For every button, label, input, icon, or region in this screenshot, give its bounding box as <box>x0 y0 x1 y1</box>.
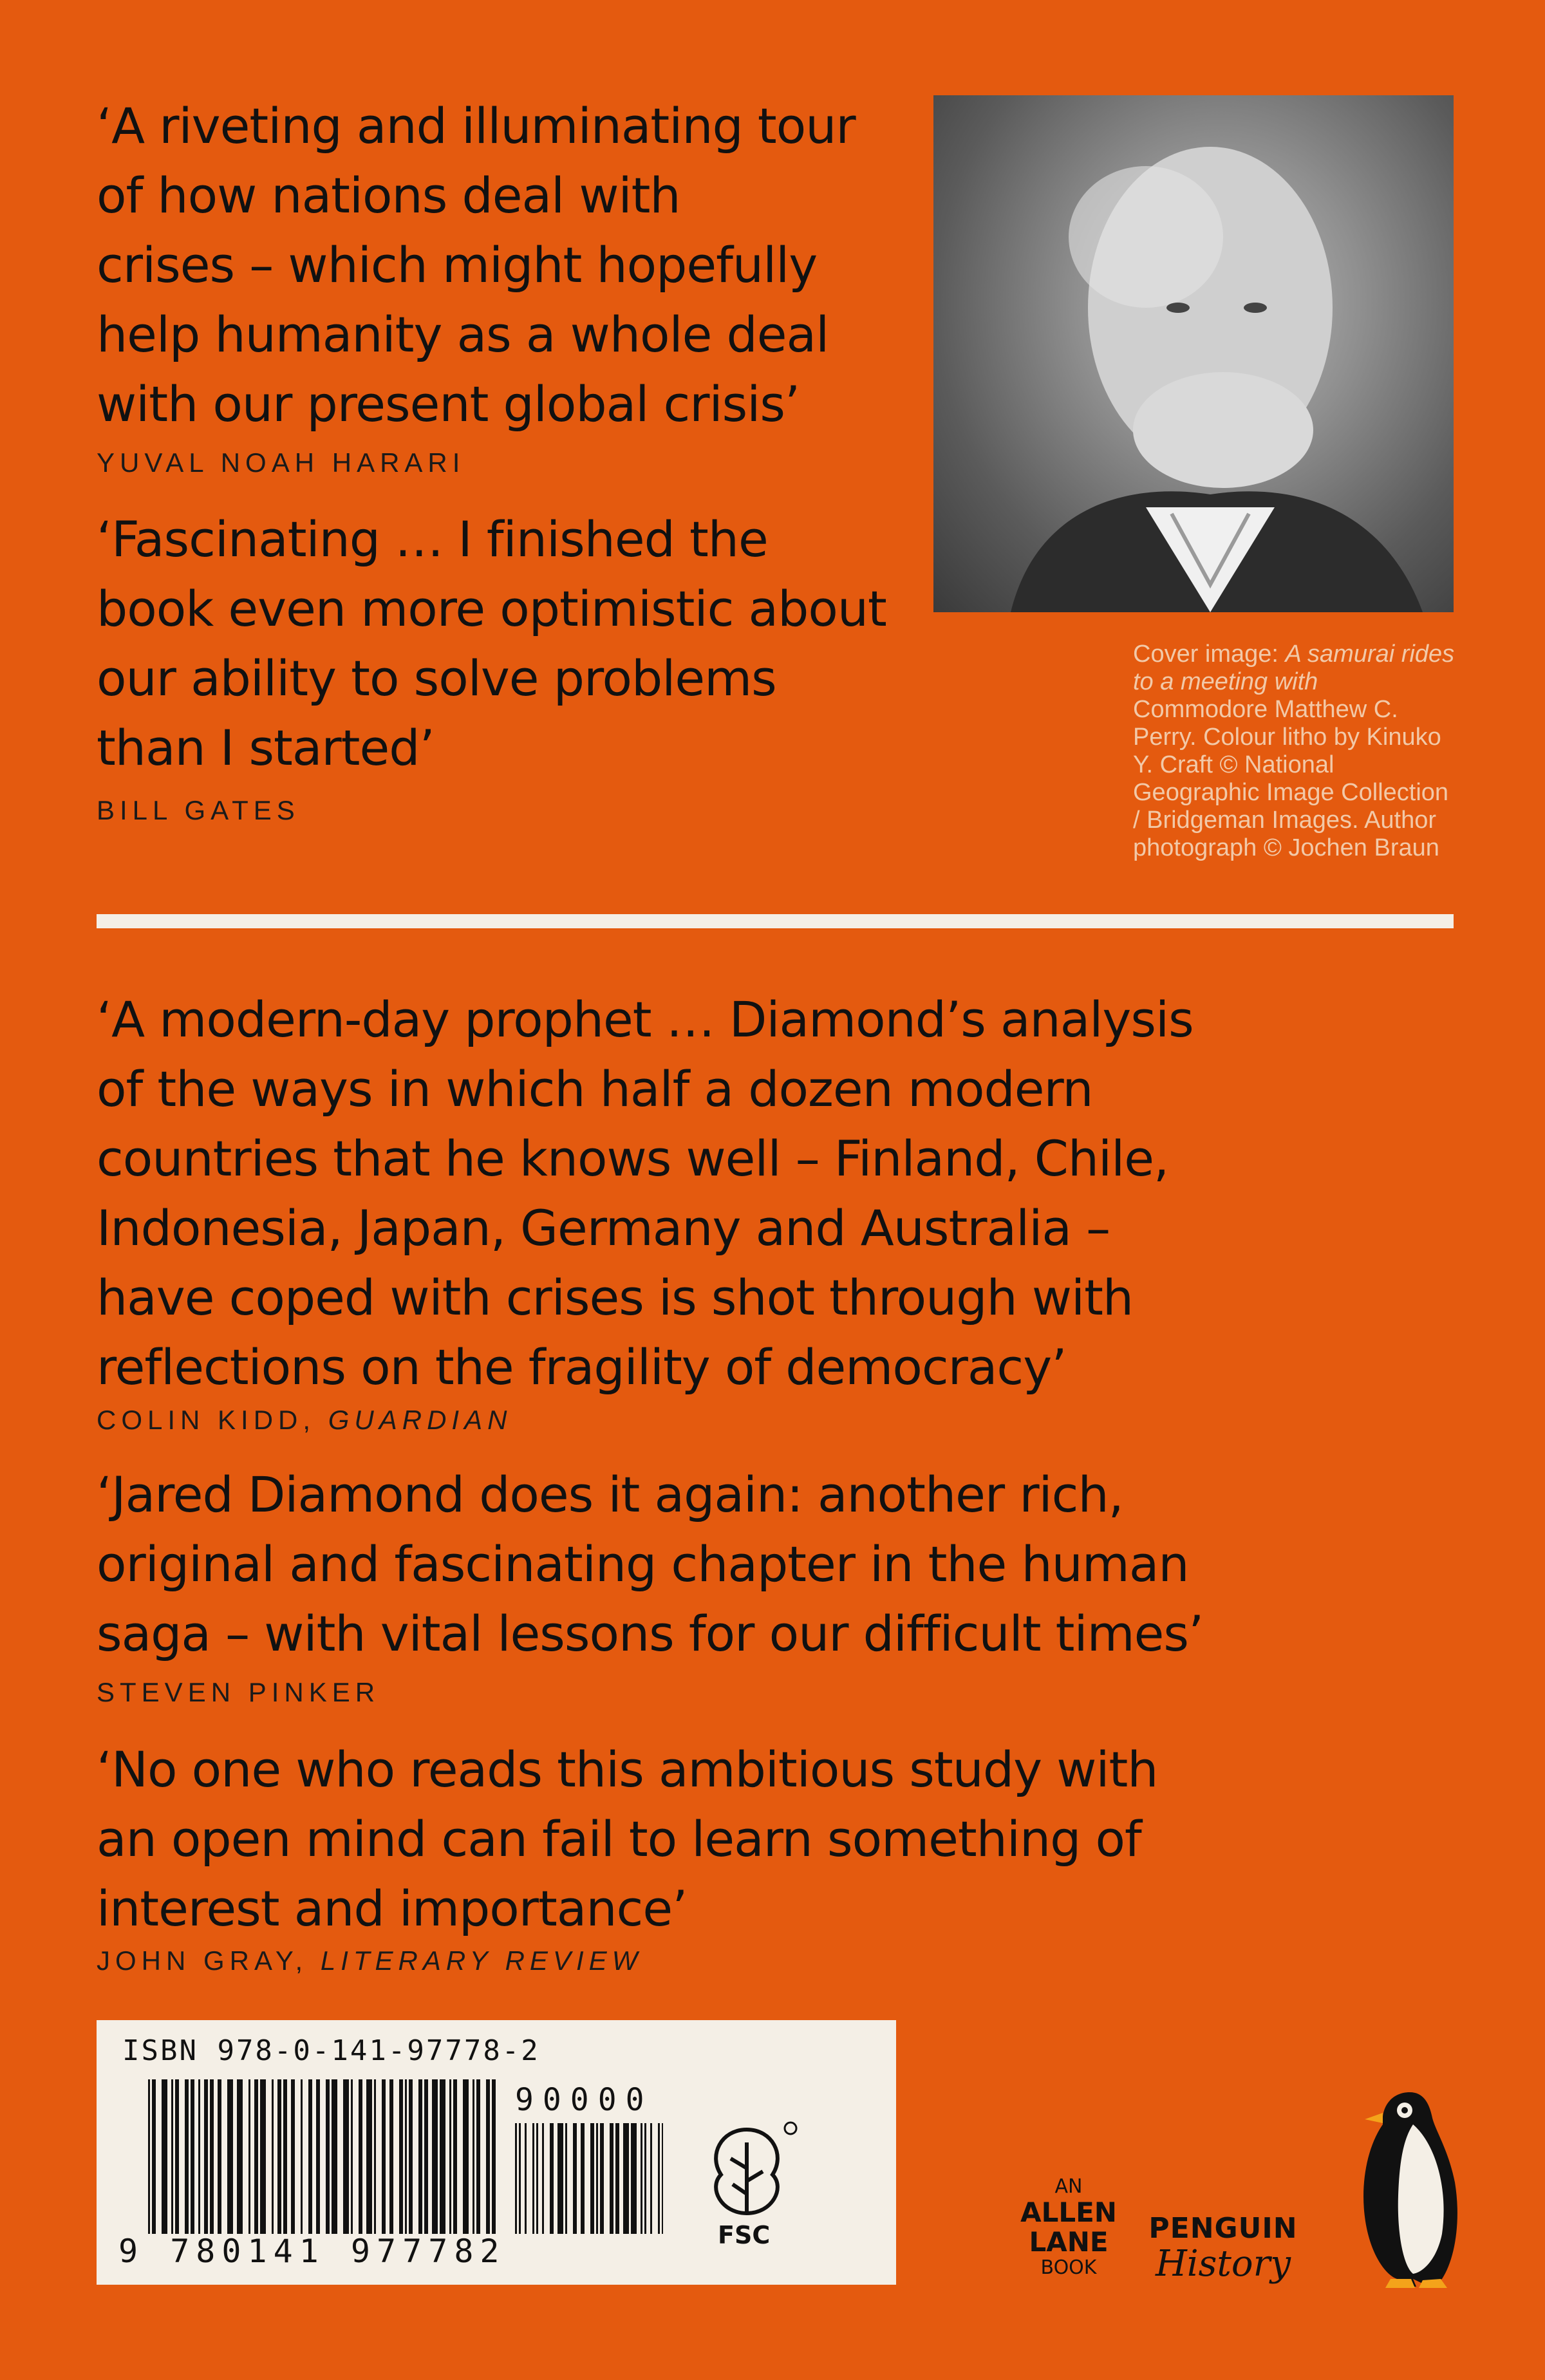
barcode-bar <box>277 2079 281 2234</box>
author-portrait-icon <box>933 95 1454 612</box>
barcode-bar <box>326 2079 330 2234</box>
barcode-bar <box>641 2123 642 2234</box>
attribution-name: YUVAL NOAH HARARI <box>97 447 465 478</box>
barcode-bar <box>453 2079 457 2234</box>
barcode-bar <box>557 2123 563 2234</box>
credit-title: A samurai rides to a meeting with <box>1133 641 1455 695</box>
barcode-bar <box>359 2079 362 2234</box>
barcode-bar <box>272 2079 274 2234</box>
barcode-bar <box>389 2079 393 2234</box>
barcode-bar <box>291 2079 295 2234</box>
barcode-bar <box>600 2123 604 2234</box>
attribution-name: BILL GATES <box>97 795 300 825</box>
barcode-bar <box>515 2123 517 2234</box>
quote-gray: ‘No one who reads this ambitious study with an open mind can fail to learn something of interest and importance’ <box>97 1741 1158 1937</box>
barcode-bar <box>424 2079 428 2234</box>
barcode-bar <box>525 2123 527 2234</box>
barcode-bar <box>382 2079 386 2234</box>
barcode-bar <box>542 2123 544 2234</box>
barcode-bar <box>152 2079 156 2234</box>
barcode-bar <box>162 2079 167 2234</box>
barcode-bar <box>374 2079 376 2234</box>
cover-credit <box>1133 641 1455 862</box>
barcode-bar <box>536 2123 538 2234</box>
barcode-bar <box>610 2123 613 2234</box>
barcode-bar <box>210 2079 214 2234</box>
barcode-bar <box>399 2079 403 2234</box>
credit-prefix: Cover image: <box>1133 641 1286 668</box>
series-sub: History <box>1155 2243 1291 2285</box>
imprint-line-book: BOOK <box>1040 2256 1097 2279</box>
penguin-history-series <box>1139 2212 1307 2283</box>
barcode-bar <box>440 2079 445 2234</box>
barcode-bar <box>658 2123 660 2234</box>
barcode-bar <box>171 2079 173 2234</box>
barcode-bar <box>463 2079 469 2234</box>
barcode-bar <box>301 2079 303 2234</box>
barcode-icon <box>148 2079 496 2234</box>
author-portrait <box>933 95 1454 612</box>
barcode-bar <box>432 2079 438 2234</box>
barcode-bar <box>283 2079 287 2234</box>
attribution-gates <box>97 795 300 826</box>
barcode-bar <box>418 2079 422 2234</box>
barcode-bar <box>565 2123 567 2234</box>
barcode-bar <box>227 2079 233 2234</box>
isbn-label: ISBN 978-0-141-97778-2 <box>122 2034 540 2067</box>
attribution-name: STEVEN PINKER <box>97 1677 380 1707</box>
barcode-bar <box>148 2079 150 2234</box>
barcode-bar <box>644 2123 646 2234</box>
barcode-bar <box>476 2079 480 2234</box>
barcode-bar <box>662 2123 663 2234</box>
barcode-bar <box>532 2123 534 2234</box>
attribution-gray <box>97 1945 642 1976</box>
barcode-bar <box>449 2079 451 2234</box>
barcode-bar <box>308 2079 312 2234</box>
barcode-bar <box>351 2079 353 2234</box>
imprint-line-an: AN <box>1054 2175 1083 2198</box>
imprint-line-allen: ALLEN <box>1020 2197 1117 2228</box>
barcode-bar <box>260 2079 266 2234</box>
attribution-pinker <box>97 1677 380 1708</box>
barcode-bar <box>581 2123 585 2234</box>
barcode-bar <box>175 2079 179 2234</box>
barcode-bar <box>191 2079 194 2234</box>
barcode-bar <box>615 2123 619 2234</box>
barcode-bar <box>590 2123 594 2234</box>
quote-pinker: ‘Jared Diamond does it again: another rich, original and fascinating chapter in the human saga – with vital lessons for our difficult times’ <box>97 1466 1204 1662</box>
barcode-bar <box>596 2123 598 2234</box>
barcode-bar <box>343 2079 349 2234</box>
barcode-bar <box>409 2079 413 2234</box>
barcode-bar <box>332 2079 337 2234</box>
credit-rest: Commodore Matthew C. Perry. Colour litho by Kinuko Y. Craft © National Geographic Image Collection / Bridgeman Images. Author photograph © Jochen Braun <box>1133 696 1449 861</box>
imprint-line-lane: LANE <box>1029 2226 1109 2258</box>
barcode-panel <box>97 2020 896 2285</box>
attribution-kidd <box>97 1405 512 1436</box>
allen-lane-imprint <box>1004 2176 1133 2279</box>
barcode-bar <box>254 2079 258 2234</box>
isbn-number: 9 780141 977782 <box>118 2233 506 2270</box>
attribution-publication: GUARDIAN <box>328 1405 512 1435</box>
barcode-bar <box>185 2079 189 2234</box>
barcode-bar <box>237 2079 243 2234</box>
barcode-bar <box>204 2079 208 2234</box>
barcode-bar <box>631 2123 637 2234</box>
barcode-bar <box>573 2123 577 2234</box>
attribution-name: JOHN GRAY, <box>97 1945 321 1976</box>
barcode-bar <box>473 2079 474 2234</box>
barcode-bar <box>492 2079 496 2234</box>
barcode-bar <box>316 2079 320 2234</box>
addon-number: 90000 <box>515 2082 653 2118</box>
attribution-publication: LITERARY REVIEW <box>320 1945 643 1976</box>
penguin-logo-icon <box>1352 2086 1468 2292</box>
quote-gates: ‘Fascinating … I finished the book even more optimistic about our ability to solve problems than I started’ <box>97 511 886 776</box>
barcode-bar <box>218 2079 221 2234</box>
series-brand: PENGUIN <box>1148 2212 1298 2245</box>
attribution-harari <box>97 447 465 478</box>
quote-kidd: ‘A modern-day prophet … Diamond’s analysis of the ways in which half a dozen modern countries that he knows well – Finland, Chile, Indonesia, Japan, Germany and Australia – have coped with crises is shot through with reflections on the fragility of democracy’ <box>97 991 1194 1396</box>
barcode-bar <box>623 2123 629 2234</box>
barcode-bar <box>248 2079 250 2234</box>
barcode-bar <box>366 2079 372 2234</box>
barcode-bar <box>550 2123 554 2234</box>
barcode-bar <box>650 2123 652 2234</box>
barcode-bar <box>519 2123 521 2234</box>
attribution-name: COLIN KIDD, <box>97 1405 328 1435</box>
divider-rule <box>97 914 1454 928</box>
addon-barcode-icon <box>515 2123 663 2234</box>
barcode-bar <box>198 2079 200 2234</box>
barcode-bar <box>405 2079 407 2234</box>
fsc-label: FSC <box>718 2221 771 2249</box>
quote-harari: ‘A riveting and illuminating tour of how nations deal with crises – which might hopefully help humanity as a whole deal with our present global crisis’ <box>97 97 856 433</box>
barcode-bar <box>486 2079 490 2234</box>
